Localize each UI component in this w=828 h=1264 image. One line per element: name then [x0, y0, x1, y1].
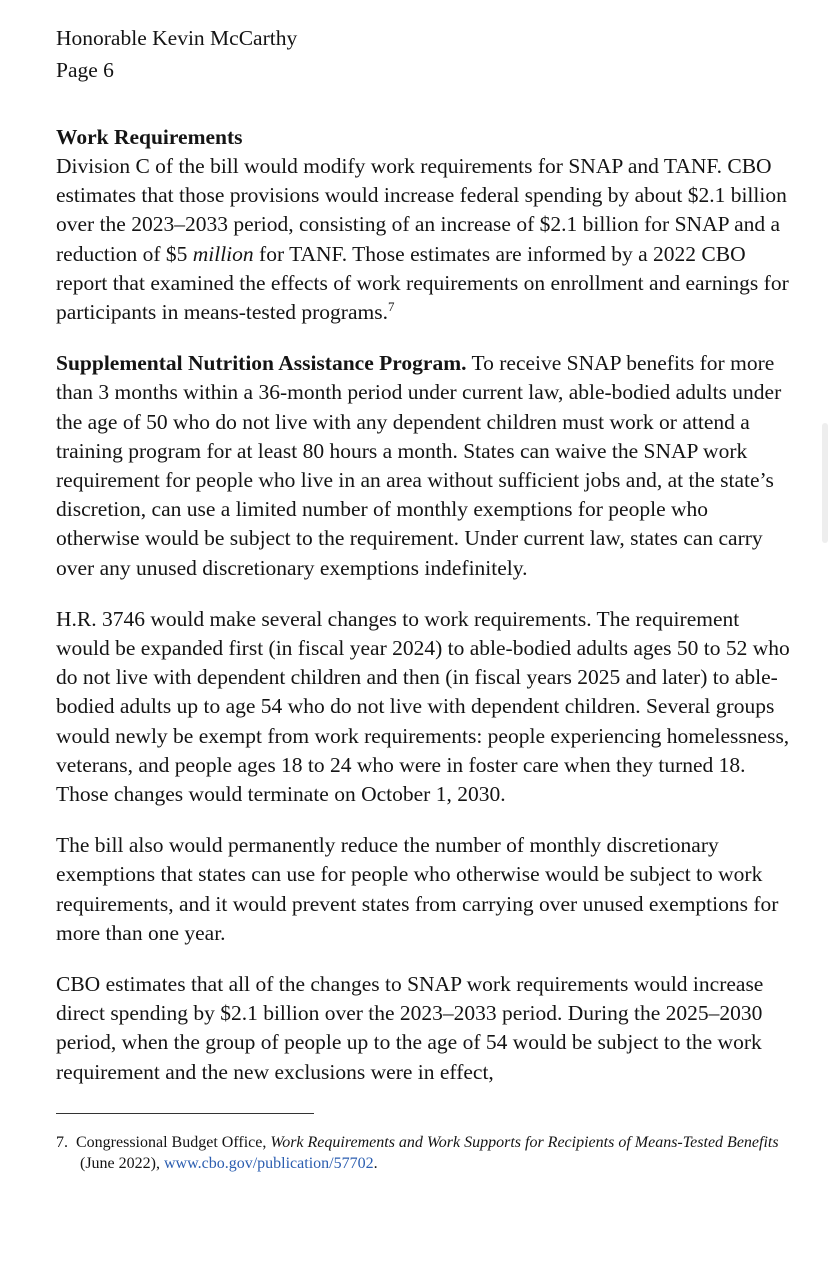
- intro-text-2: for TANF. Those estimates are informed by a 2022 CBO report that examined the effects of work requirements on enrollment and earnings for participants in means-tested programs.: [56, 241, 789, 325]
- footnote-link[interactable]: www.cbo.gov/publication/57702: [163, 1154, 374, 1172]
- footnote-divider: [56, 1113, 314, 1114]
- document-page: [56, 22, 796, 1174]
- page-number: Page 6: [56, 58, 114, 82]
- scrollbar-thumb[interactable]: [822, 423, 828, 543]
- snap-paragraph: [56, 349, 796, 583]
- footnote: [56, 1132, 796, 1174]
- exemptions-paragraph: The bill also would permanently reduce the number of monthly discretionary exemptions that states can use for people who otherwise would be subject to work requirements, and it would prevent states from carrying over unused exemptions for more than one year.: [56, 833, 779, 945]
- intro-paragraph: [56, 152, 796, 327]
- snap-body: To receive SNAP benefits for more than 3 months within a 36-month period under current law, able-bodied adults under the age of 50 who do not live with any dependent children must work or attend a training program for at least 80 hours a month. States can waive the SNAP work requirement for people who live in an area without sufficient jobs and, at the state’s discretion, can use a limited number of monthly exemptions for people who otherwise would be subject to the requirement. Under current law, states can carry over any unused discretionary exemptions indefinitely.: [56, 351, 782, 580]
- intro-italic: million: [192, 241, 254, 266]
- footnote-suffix: (June 2022),: [80, 1154, 164, 1172]
- footnote-end: .: [373, 1154, 378, 1172]
- footnote-reference[interactable]: 7: [387, 298, 395, 314]
- hr3746-paragraph: H.R. 3746 would make several changes to work requirements. The requirement would be expanded first (in fiscal year 2024) to able-bodied adults ages 50 to 52 who do not live with dependent children and then (in fiscal years 2025 and later) to able-bodied adults up to age 54 who do not live with dependent children. Several groups would newly be exempt from work requirements: people experiencing homelessness, veterans, and people ages 18 to 24 who were in foster care when they turned 18. Those changes would terminate on October 1, 2030.: [56, 606, 790, 807]
- estimate-paragraph: CBO estimates that all of the changes to SNAP work requirements would increase direct spending by $2.1 billion over the 2023–2033 period. During the 2025–2030 period, when the group of people up to the age of 54 would be subject to the work requirement and the new exclusions were in effect,: [56, 972, 764, 1084]
- intro-text-1: Division C of the bill would modify work requirements for SNAP and TANF. CBO estimates that those provisions would increase federal spending by about $2.1 billion over the 2023–2033 period, consisting of an increase of $2.1 billion for SNAP and a reduction of $5: [56, 154, 787, 266]
- snap-lead: Supplemental Nutrition Assistance Program.: [56, 351, 467, 376]
- footnote-title: Work Requirements and Work Supports for Recipients of Means-Tested Benefits: [270, 1133, 779, 1151]
- footnote-number: 7.: [56, 1133, 68, 1151]
- footnote-prefix: Congressional Budget Office,: [76, 1133, 271, 1151]
- recipient-line: Honorable Kevin McCarthy: [56, 26, 298, 50]
- section-heading: Work Requirements: [56, 125, 243, 149]
